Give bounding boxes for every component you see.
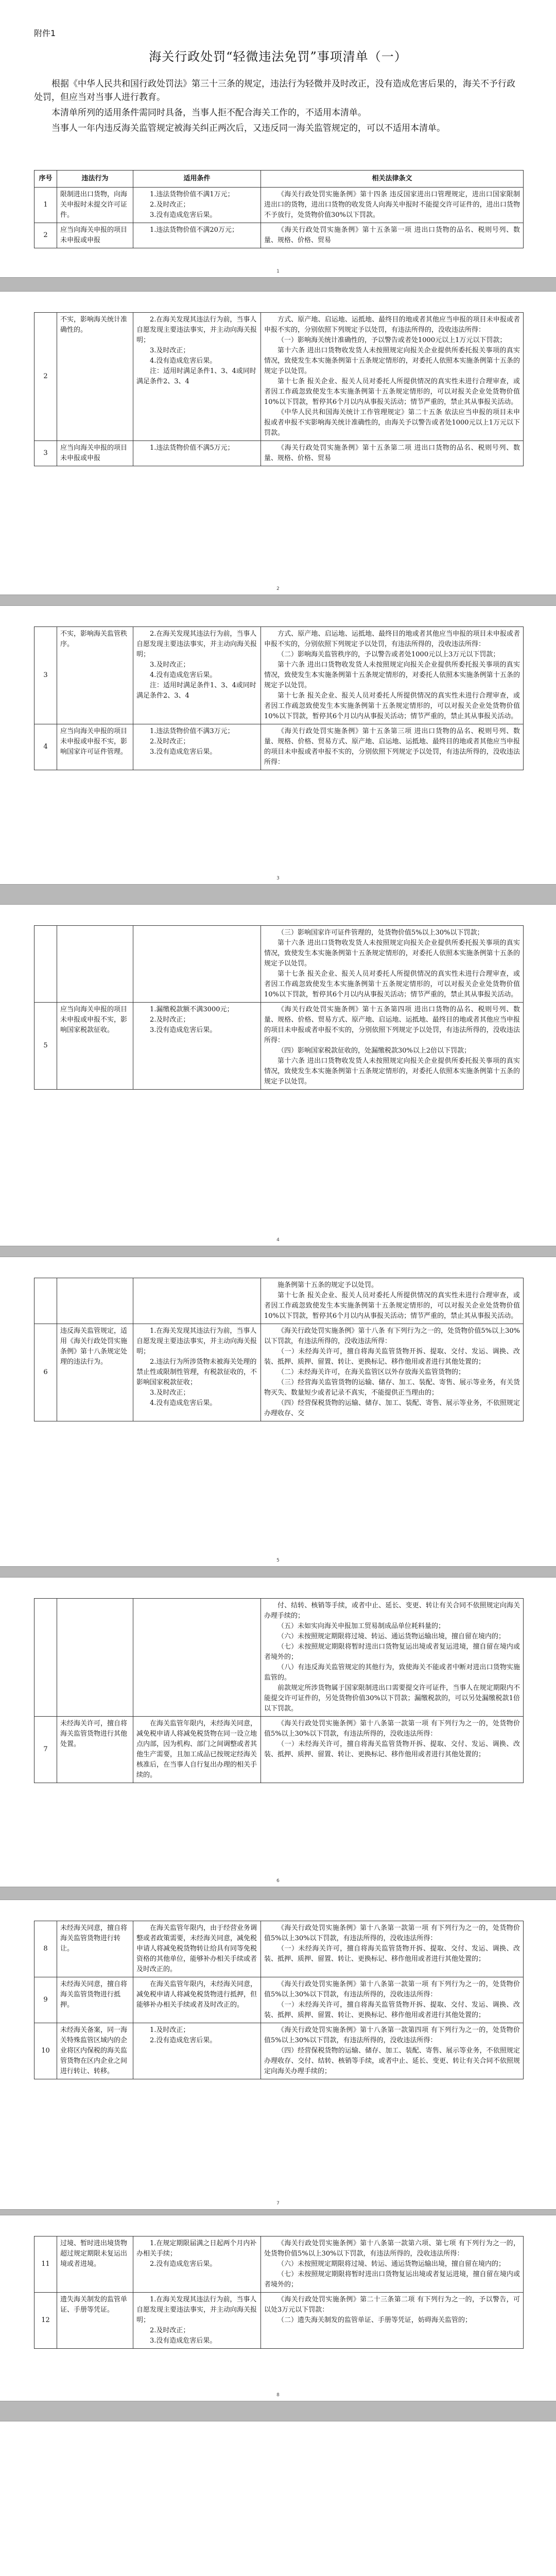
law-paragraph: 第十七条 报关企业、报关人员对委托人所提供情况的真实性未进行合理审查，或者因工作疏忽致使发生本实施条例第十五条规定情形的，可以对报关企业处货物价值10%以下罚款，暂停其6个月以内从事报关活动；情节严重的，禁止其从事报关活动。 (264, 1292, 520, 1320)
law-paragraph: 《海关行政处罚实施条例》第十五条第四项 进出口货物的品名、税则号列、数量、规格、价格、贸易方式、原产地、启运地、运抵地、最终目的地或者其他应当申报的项目未申报或者申报不实的，分别依照下列规定予以处罚，有违法所得的，没收违法所得： (264, 1006, 520, 1044)
items-table (34, 1278, 524, 1421)
related-law-text (261, 1599, 524, 1717)
violation-behavior: 违反海关监管规定，适用《海关行政处罚实施条例》第十八条规定处理的违法行为。 (57, 1324, 133, 1421)
related-law-text (261, 724, 524, 770)
law-paragraph: （四）经营保税货物的运输、储存、加工、装配、寄售、展示等业务，不依照规定办理收存、交 (264, 1399, 520, 1417)
law-paragraph: （七）未按照规定期限将暂时进出口货物复运出境或者复运进境，擅自留在境内或者境外的； (264, 2270, 520, 2289)
law-paragraph: 《海关行政处罚实施条例》第二十三条第二项 有下列行为之一的，予以警告，可以处3万元以下罚款： (264, 2296, 520, 2314)
header-no: 序号 (34, 171, 57, 188)
related-law-text (261, 2236, 524, 2293)
violation-behavior (57, 926, 133, 1003)
violation-behavior: 过境、暂时进出境货物超过规定期限未复运出境或者进境。 (57, 2236, 133, 2293)
intro-paragraph: 当事人一年内违反海关监管规定被海关纠正两次后，又违反同一海关监管规定的，可以不适用本清单。 (51, 123, 445, 133)
page-number: 6 (276, 1878, 280, 1884)
table-row (34, 1921, 524, 1977)
law-paragraph: 付、结转、核销等手续，或者中止、延长、变更、转让有关合同不依照规定向海关办理手续的； (264, 1602, 520, 1620)
item-number: 5 (34, 1003, 57, 1090)
law-paragraph: （三）影响国家许可证件管理的，处货物价值5%以上30%以下罚款； (277, 929, 484, 937)
applicable-conditions (133, 2023, 261, 2079)
law-paragraph: （二）影响海关监管秩序的，予以警告或者处1000元以上3万元以下罚款； (277, 651, 500, 658)
condition-line: 1.在规定期限届满之日起两个月内补办相关手续； (136, 2240, 257, 2258)
header-laws: 相关法律条文 (261, 171, 524, 188)
page (0, 1900, 556, 2209)
applicable-conditions (133, 1324, 261, 1421)
items-table (34, 2236, 524, 2349)
item-number: 7 (34, 1717, 57, 1783)
table-row (34, 1717, 524, 1783)
item-number: 1 (34, 188, 57, 223)
item-number (34, 1278, 57, 1324)
violation-behavior: 不实，影响海关监管秩序。 (57, 627, 133, 724)
applicable-conditions (133, 2293, 261, 2349)
law-paragraph: 《海关行政处罚实施条例》第十五条第一项 进出口货物的品名、税则号列、数量、规格、价格、贸易 (264, 226, 520, 244)
page-number: 7 (276, 2201, 280, 2206)
table-row (34, 724, 524, 770)
condition-line: 2.及时改正； (150, 2327, 190, 2334)
condition-line: 1.违法货物价值不满1万元； (150, 191, 234, 198)
law-paragraph: 第十七条 报关企业、报关人员对委托人所提供情况的真实性未进行合理审查，或者因工作疏忽致使发生本实施条例第十五条规定情形的，可以对报关企业处货物价值10%以下罚款，暂停其6个月以内从事报关活动；情节严重的，禁止其从事报关活动。 (264, 378, 520, 406)
items-table (34, 925, 524, 1090)
condition-line: 1.在海关发现其违法行为前，当事人自愿发现主要违法事实，并主动向海关报明； (136, 2296, 257, 2324)
applicable-conditions (133, 1977, 261, 2023)
law-paragraph: （八）有违反海关监管规定的其他行为，致使海关不能或者中断对进出口货物实施监管的。 (264, 1664, 520, 1682)
condition-line: 3.没有造成危害后果。 (150, 1026, 217, 1034)
items-table (34, 170, 524, 248)
condition-line: 2.没有造成危害后果。 (150, 2260, 217, 2268)
condition-line: 2.及时改正； (150, 201, 190, 209)
law-paragraph: 第十六条 进出口货物收发货人未按照规定向报关企业提供所委托报关事项的真实情况，致使发生本实施条例第十五条规定情形的，对委托人依照本实施条例第十五条的规定予以处罚。 (264, 1057, 520, 1086)
items-table (34, 1921, 524, 2079)
condition-line: 4.没有造成危害后果。 (150, 357, 217, 365)
page (0, 2421, 556, 2576)
applicable-conditions (133, 1921, 261, 1977)
item-number: 10 (34, 2023, 57, 2079)
law-paragraph: 《海关行政处罚实施条例》第十五条第三项 进出口货物的品名、税则号列、数量、规格、价格、贸易方式、原产地、启运地、运抵地、最终目的地或者其他应当申报的项目未申报或者申报不实的，分别依照下列规定予以处罚，有违法所得的，没收违法所得： (264, 727, 520, 766)
law-paragraph: 《中华人民共和国海关统计工作管理规定》第二十五条 依法应当申报的项目未申报或者申报不实影响海关统计准确性的，由海关予以警告或者处1000元以上1万元以下罚款。 (264, 409, 520, 437)
item-number (34, 1599, 57, 1717)
related-law-text (261, 1278, 524, 1324)
table-row (34, 313, 524, 441)
law-paragraph: （二）遗失海关制发的监管单证、手册等凭证，妨碍海关监管的； (277, 2316, 472, 2324)
table-row (34, 1977, 524, 2023)
law-paragraph: （二）未经海关许可，在海关监管区以外存放海关监管货物的； (277, 1368, 465, 1376)
law-paragraph: 第十七条 报关企业、报关人员对委托人所提供情况的真实性未进行合理审查，或者因工作疏忽致使发生本实施条例第十五条规定情形的，可以对报关企业处货物价值10%以下罚款，暂停其6个月以内从事报关活动；情节严重的，禁止其从事报关活动。 (264, 692, 520, 720)
item-number: 9 (34, 1977, 57, 2023)
applicable-conditions (133, 1717, 261, 1783)
violation-behavior: 未经海关同意，擅自将海关监管货物进行转让。 (57, 1921, 133, 1977)
law-paragraph: 第十七条 报关企业、报关人员对委托人所提供情况的真实性未进行合理审查，或者因工作疏忽致使发生本实施条例第十五条规定情形的，可以对报关企业处货物价值10%以下罚款，暂停其6个月以内从事报关活动；情节严重的，禁止其从事报关活动。 (264, 970, 520, 998)
violation-behavior: 不实，影响海关统计准确性的。 (57, 313, 133, 441)
condition-line: 2.及时改正； (150, 738, 190, 745)
law-paragraph: （一）未经海关许可，擅自将海关监管货物开拆、提取、交付、发运、调换、改装、抵押、质押、留置、转让、更换标记、移作他用或者进行其他处置的； (264, 1348, 520, 1366)
law-paragraph: 前款规定所涉货物属于国家限制进出口需要提交许可证件，当事人在规定期限内不能提交许可证件的，另处货物价值30%以下罚款；漏缴税款的，可以另处漏缴税款1倍以下罚款。 (264, 1684, 520, 1713)
related-law-text (261, 1977, 524, 2023)
law-paragraph: 《海关行政处罚实施条例》第十八条 有下列行为之一的，处货物价值5%以上30%以下罚款，有违法所得的，没收违法所得： (264, 1327, 520, 1345)
applicable-conditions (133, 188, 261, 223)
page (0, 2215, 556, 2401)
related-law-text (261, 627, 524, 724)
condition-line: 2.及时改正； (150, 1016, 190, 1024)
condition-line: 在海关监管年限内，未经海关同意，减免税申请人将减免税货物在同一设立地点内部，因为机构、部门之间调整或者其他生产需要，且加工成品已按规定经海关核准后，在当事人自行复出办理的相关手续的。 (136, 1720, 257, 1779)
item-number: 3 (34, 441, 57, 466)
law-paragraph: 方式、原产地、启运地、运抵地、最终目的地或者其他应当申报的项目未申报或者申报不实的，分别依照下列规定予以处罚，有违法所得的，没收违法所得： (264, 316, 520, 334)
table-header-row (34, 171, 524, 188)
item-number: 2 (34, 223, 57, 248)
condition-line: 1.在海关发现其违法行为前，当事人自愿发现主要违法事实，并主动向海关报明； (136, 1327, 257, 1355)
condition-line: 3.没有造成危害后果。 (150, 211, 217, 219)
page (0, 905, 556, 1246)
condition-line: 在海关监管年限内，由于经营业务调整或者政策需要，未经海关同意，减免税申请人将减免税货物转让给具有同等免税资格的其他单位，能够补办相关手续或者及时改正的。 (136, 1924, 257, 1973)
page (0, 1257, 556, 1566)
page-number: 8 (276, 2393, 280, 2398)
applicable-conditions (133, 441, 261, 466)
law-paragraph: 《海关行政处罚实施条例》第十五条第二项 进出口货物的品名、税则号列、数量、规格、价格、贸易 (264, 444, 520, 462)
item-number: 6 (34, 1324, 57, 1421)
law-paragraph: （一）影响海关统计准确性的，予以警告或者处1000元以上1万元以下罚款； (277, 336, 507, 344)
condition-line: 3.没有造成危害后果。 (150, 2337, 217, 2345)
law-paragraph: 《海关行政处罚实施条例》第十八条第一款第四项 有下列行为之一的，处货物价值5%以上30%以下罚款，有违法所得的，没收违法所得： (264, 2026, 520, 2044)
table-row (34, 627, 524, 724)
condition-line: 2.在海关发现其违法行为前，当事人自愿发现主要违法事实，并主动向海关报明； (136, 316, 257, 344)
condition-line: 1.违法货物价值不满3万元； (150, 727, 234, 735)
item-number: 11 (34, 2236, 57, 2293)
related-law-text (261, 2293, 524, 2349)
violation-behavior: 未经海关同意，擅自将海关监管货物进行抵押。 (57, 1977, 133, 2023)
items-table (34, 312, 524, 466)
violation-behavior: 未经海关许可，擅自将海关监管货物进行其他处置。 (57, 1717, 133, 1783)
related-law-text (261, 1921, 524, 1977)
law-paragraph: （一）未经海关许可，擅自将海关监管货物开拆、提取、交付、发运、调换、改装、抵押、质押、留置、转让、更换标记、移作他用或者进行其他处置的； (264, 2001, 520, 2019)
table-row (34, 2023, 524, 2079)
violation-behavior: 应当向海关申报的项目未申报或申报 (57, 441, 133, 466)
law-paragraph: （一）未经海关许可，擅自将海关监管货物开拆、提取、交付、发运、调换、改装、抵押、质押、留置、转让、更换标记、移作他用或者进行其他处置的； (264, 1945, 520, 1963)
item-number: 12 (34, 2293, 57, 2349)
violation-behavior (57, 1599, 133, 1717)
related-law-text (261, 441, 524, 466)
intro-text (34, 77, 523, 137)
header-conditions: 适用条件 (133, 171, 261, 188)
condition-line: 2.没有造成危害后果。 (150, 2037, 217, 2044)
items-table (34, 1598, 524, 1783)
law-paragraph: 《海关行政处罚实施条例》第十八条第一款第一项 有下列行为之一的，处货物价值5%以上30%以下罚款，有违法所得的，没收违法所得： (264, 1720, 520, 1738)
page-number: 3 (276, 876, 280, 881)
applicable-conditions (133, 926, 261, 1003)
applicable-conditions (133, 724, 261, 770)
page-title: 海关行政处罚“轻微违法免罚”事项清单（一） (149, 49, 407, 64)
violation-behavior: 未经海关备案，同一海关特殊监管区域内的企业将区内保税的海关监管货物在区内企业之间进行转让、转移。 (57, 2023, 133, 2079)
condition-line: 3.没有造成危害后果。 (150, 748, 217, 756)
table-row (34, 1324, 524, 1421)
condition-line: 注：适用时满足条件1、3、4或同时满足条件2、3、4 (136, 682, 256, 700)
table-row (34, 1599, 524, 1717)
condition-line: 4.没有造成危害后果。 (150, 671, 217, 679)
page (0, 0, 556, 277)
condition-line: 2.在海关发现其违法行为前，当事人自愿发现主要违法事实，并主动向海关报明； (136, 630, 257, 658)
intro-paragraph: 本清单所列的适用条件需同时具备，当事人拒不配合海关工作的，不适用本清单。 (51, 108, 367, 118)
law-paragraph: 施条例第十五条的规定予以处罚。 (277, 1281, 378, 1289)
table-row (34, 188, 524, 223)
item-number: 2 (34, 313, 57, 441)
law-paragraph: （四）经营保税货物的运输、储存、加工、装配、寄售、展示等业务，不依照规定办理收存、交付、结转、核销等手续，或者中止、延长、变更、转让有关合同不依照规定向海关办理手续的； (264, 2047, 520, 2075)
intro-paragraph: 根据《中华人民共和国行政处罚法》第三十三条的规定，违法行为轻微并及时改正，没有造成危害后果的，海关不予行政处罚，但应当对当事人进行教育。 (34, 79, 515, 103)
law-paragraph: 第十六条 进出口货物收发货人未按照规定向报关企业提供所委托报关事项的真实情况，致使发生本实施条例第十五条规定情形的，对委托人依照本实施条例第十五条的规定予以处罚。 (264, 347, 520, 375)
condition-line: 4.没有造成危害后果。 (150, 1399, 217, 1407)
condition-line: 3.及时改正； (150, 1389, 190, 1397)
law-paragraph: （六）未按照规定期限将过境、转运、通运货物运输出境，擅自留在境内的； (277, 1633, 506, 1640)
violation-behavior: 应当向海关申报的项目未申报或申报 (57, 223, 133, 248)
condition-line: 注：适用时满足条件1、3、4或同时满足条件2、3、4 (136, 367, 256, 385)
applicable-conditions (133, 2236, 261, 2293)
item-number: 8 (34, 1921, 57, 1977)
table-row (34, 2236, 524, 2293)
violation-behavior: 应当向海关申报的项目未申报或申报不实，影响国家许可证件管理。 (57, 724, 133, 770)
condition-line: 3.及时改正； (150, 347, 190, 354)
condition-line: 1.违法货物价值不满20万元； (150, 226, 238, 234)
related-law-text (261, 1003, 524, 1090)
related-law-text (261, 313, 524, 441)
page-number: 5 (276, 1558, 280, 1563)
page-number: 1 (276, 269, 280, 274)
item-number: 3 (34, 627, 57, 724)
law-paragraph: 第十六条 进出口货物收发货人未按照规定向报关企业提供所委托报关事项的真实情况，致使发生本实施条例第十五条规定情形的，对委托人依照本实施条例第十五条的规定予以处罚。 (264, 939, 520, 968)
table-row (34, 1278, 524, 1324)
items-table (34, 626, 524, 770)
condition-line: 3.及时改正； (150, 661, 190, 669)
related-law-text (261, 1324, 524, 1421)
table-row (34, 441, 524, 466)
law-paragraph: （一）未经海关许可，擅自将海关监管货物开拆、提取、交付、发运、调换、改装、抵押、质押、留置、转让、更换标记、移作他用或者进行其他处置的； (264, 1740, 520, 1758)
page (0, 1578, 556, 1887)
condition-line: 2.违法行为所涉货物未被海关处理的禁止性或限制性管理，有税款征收的，不影响国家税款征收； (136, 1358, 257, 1386)
table-row (34, 223, 524, 248)
applicable-conditions (133, 223, 261, 248)
header-behavior: 违法行为 (57, 171, 133, 188)
law-paragraph: （三）经营海关监管货物的运输、储存、加工、装配、寄售、展示等业务，有关货物灭失、数量短少或者记录不真实，不能提供正当理由的； (264, 1379, 520, 1397)
table-row (34, 2293, 524, 2349)
item-number (34, 926, 57, 1003)
law-paragraph: （五）未如实向海关申报加工贸易制成品单位耗料量的； (277, 1622, 445, 1630)
page (0, 292, 556, 595)
condition-line: 1.违法货物价值不满5万元； (150, 444, 234, 452)
related-law-text (261, 188, 524, 223)
page (0, 606, 556, 884)
applicable-conditions (133, 627, 261, 724)
law-paragraph: 《海关行政处罚实施条例》第十八条第一款第一项 有下列行为之一的，处货物价值5%以上30%以下罚款，有违法所得的，没收违法所得： (264, 1980, 520, 1998)
condition-line: 在海关监管年限内，未经海关同意，减免税申请人将减免税货物进行抵押，但能够补办相关手续或者及时改正的。 (136, 1980, 257, 2009)
law-paragraph: （七）未按照规定期限将暂时进出口货物复运出境或者复运进境，擅自留在境内或者境外的； (264, 1643, 520, 1661)
condition-line: 1.漏缴税款额不满3000元； (150, 1006, 234, 1013)
law-paragraph: （四）影响国家税款征收的，处漏缴税款30%以上2倍以下罚款； (277, 1047, 471, 1055)
violation-behavior: 应当向海关申报的项目未申报或申报不实，影响国家税款征收。 (57, 1003, 133, 1090)
applicable-conditions (133, 1599, 261, 1717)
page-number: 2 (276, 586, 280, 591)
related-law-text (261, 926, 524, 1003)
applicable-conditions (133, 313, 261, 441)
annex-label: 附件1 (34, 28, 56, 38)
law-paragraph: （六）未按照规定期限将过境、转运、通运货物运输出境，擅自留在境内的； (277, 2260, 506, 2268)
applicable-conditions (133, 1003, 261, 1090)
related-law-text (261, 1717, 524, 1783)
law-paragraph: 方式、原产地、启运地、运抵地、最终目的地或者其他应当申报的项目未申报或者申报不实的，分别依照下列规定予以处罚，有违法所得的，没收违法所得： (264, 630, 520, 648)
law-paragraph: 《海关行政处罚实施条例》第十八条第一款第一项 有下列行为之一的，处货物价值5%以上30%以下罚款，有违法所得的，没收违法所得： (264, 1924, 520, 1942)
violation-behavior (57, 1278, 133, 1324)
law-paragraph: 《海关行政处罚实施条例》第十八条第一款第六项、第七项 有下列行为之一的，处货物价值5%以上30%以下罚款，有违法所得的，没收违法所得： (264, 2240, 520, 2258)
related-law-text (261, 223, 524, 248)
violation-behavior: 遗失海关制发的监管单证、手册等凭证。 (57, 2293, 133, 2349)
related-law-text (261, 2023, 524, 2079)
law-paragraph: 《海关行政处罚实施条例》第十四条 违反国家进出口管理规定，进出口国家限制进出口的货物，进出口货物的收发货人向海关申报时不能提交许可证件的，进出口货物不予放行，处货物价值30%以下罚款。 (264, 191, 520, 219)
table-row (34, 1003, 524, 1090)
applicable-conditions (133, 1278, 261, 1324)
item-number: 4 (34, 724, 57, 770)
violation-behavior: 限制进出口货物，向海关申报时未提交许可证件。 (57, 188, 133, 223)
table-row (34, 926, 524, 1003)
page-number: 4 (276, 1238, 280, 1243)
law-paragraph: 第十六条 进出口货物收发货人未按照规定向报关企业提供所委托报关事项的真实情况，致使发生本实施条例第十五条规定情形的，对委托人依照本实施条例第十五条的规定予以处罚。 (264, 661, 520, 689)
condition-line: 1.及时改正； (150, 2026, 190, 2034)
